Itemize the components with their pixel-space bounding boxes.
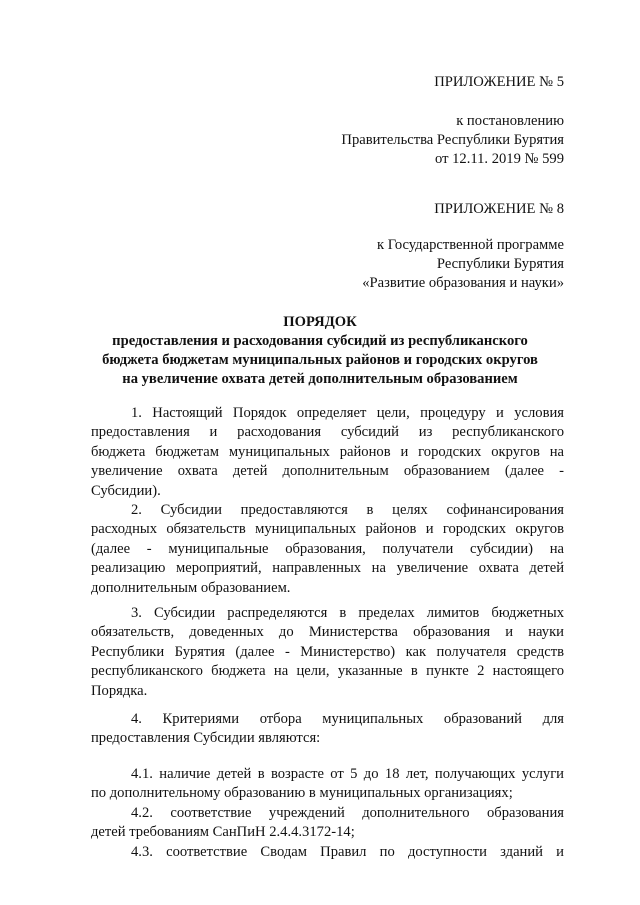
reference-line: Правительства Республики Бурятия: [341, 132, 564, 148]
title-line: предоставления и расходования субсидий из республиканского: [112, 333, 528, 349]
paragraph-3: [91, 604, 564, 701]
paragraph-line: детей требованиям СанПиН 2.4.4.3172-14;: [91, 824, 355, 841]
reference-line: к Государственной программе: [376, 237, 564, 253]
paragraph-4-2: [91, 804, 564, 843]
paragraph-line: республиканского бюджета на цели, указанные в пункте 2 настоящего: [91, 663, 564, 680]
paragraph-line: обязательств, доведенных до Министерства образования и науки: [91, 624, 564, 641]
document-title: [60, 313, 580, 389]
appendix-5-reference: [341, 112, 564, 169]
appendix-8-reference: [362, 236, 564, 293]
paragraph-4: [91, 710, 564, 749]
paragraph-line: (далее - муниципальные образования, получатели субсидии) на: [91, 540, 564, 557]
paragraph-line: расходных обязательств муниципальных районов и городских округов: [91, 521, 564, 538]
paragraph-line: дополнительным образованием.: [91, 579, 291, 596]
paragraph-line: 4. Критериями отбора муниципальных образований для: [131, 711, 564, 727]
paragraph-line: 4.2. соответствие учреждений дополнительного образования: [131, 805, 564, 821]
paragraph-2: [91, 501, 564, 598]
paragraph-line: увеличение охвата детей дополнительным образованием (далее -: [91, 463, 564, 480]
appendix-8-title: ПРИЛОЖЕНИЕ № 8: [434, 201, 564, 217]
paragraph-line: 3. Субсидии распределяются в пределах лимитов бюджетных: [131, 605, 564, 621]
paragraph-line: 4.1. наличие детей в возрасте от 5 до 18 лет, получающих услуги: [131, 766, 564, 782]
paragraph-line: Республики Бурятия (далее - Министерство) как получателя средств: [91, 643, 564, 660]
appendix-5-title: ПРИЛОЖЕНИЕ № 5: [434, 74, 564, 90]
paragraph-line: реализацию мероприятий, направленных на увеличение охвата детей: [91, 560, 564, 577]
paragraph-line: по дополнительному образованию в муниципальных организациях;: [91, 785, 513, 802]
reference-line: Республики Бурятия: [436, 256, 564, 272]
paragraph-line: бюджета бюджетам муниципальных районов и городских округов на: [91, 443, 564, 460]
reference-line: «Развитие образования и науки»: [362, 275, 564, 291]
paragraph-1: [91, 404, 564, 501]
reference-line: от 12.11. 2019 № 599: [434, 151, 564, 167]
paragraph-line: 1. Настоящий Порядок определяет цели, процедуру и условия: [131, 405, 564, 421]
title-line: на увеличение охвата детей дополнительным образованием: [122, 371, 518, 387]
paragraph-line: Субсидии).: [91, 482, 161, 499]
reference-line: к постановлению: [456, 113, 564, 129]
paragraph-line: предоставления Субсидии являются:: [91, 730, 321, 747]
paragraph-4-1: [91, 765, 564, 804]
title-line: бюджета бюджетам муниципальных районов и городских округов: [102, 352, 538, 368]
paragraph-line: Порядка.: [91, 682, 148, 699]
title-heading: ПОРЯДОК: [283, 314, 357, 330]
paragraph-line: 4.3. соответствие Сводам Правил по доступности зданий и: [131, 844, 564, 860]
appendix-8-header: [434, 200, 564, 219]
appendix-5-header: [434, 73, 564, 92]
paragraph-line: предоставления и расходования субсидий из республиканского: [91, 424, 564, 441]
paragraph-4-3: [91, 843, 564, 862]
paragraph-line: 2. Субсидии предоставляются в целях софинансирования: [131, 502, 564, 518]
